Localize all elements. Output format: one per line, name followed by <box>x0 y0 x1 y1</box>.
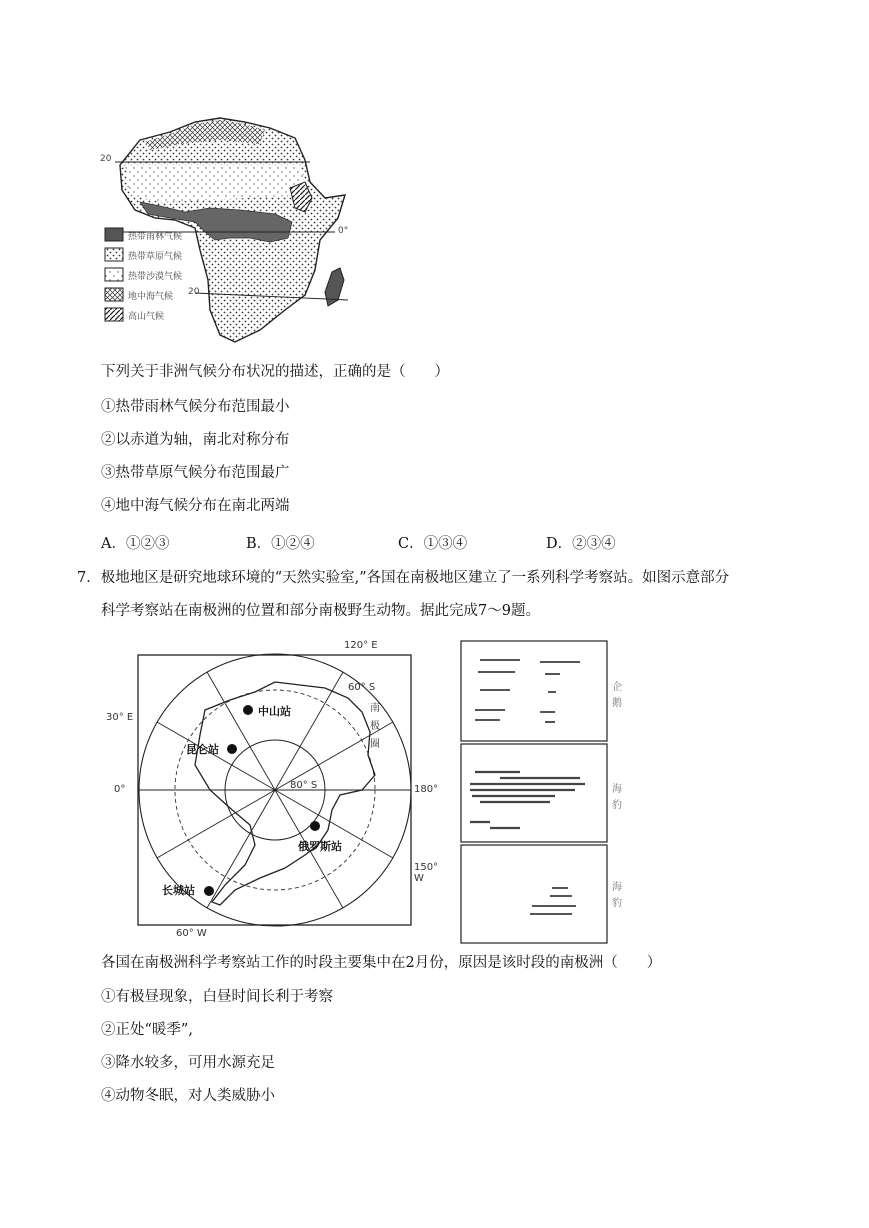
q7-item-4: ④动物冬眠，对人类威胁小 <box>101 1088 275 1104</box>
lon-label-150w: 150° W <box>414 862 439 884</box>
q6-option-a: A．①②③ <box>101 536 170 552</box>
station-russia: 俄罗斯站 <box>298 840 342 853</box>
madagascar <box>325 268 344 306</box>
africa-climate-map <box>100 110 360 350</box>
antarctic-map-figure <box>100 640 440 940</box>
lon-label-180: 180° <box>414 784 439 795</box>
lat-label-20n: 20 <box>100 154 112 164</box>
lon-label-0: 0° <box>114 784 126 795</box>
legend-desert: 热带沙漠气候 <box>128 272 183 282</box>
legend-savanna: 热带草原气候 <box>128 252 183 262</box>
station-zhongshan: 中山站 <box>258 705 291 718</box>
legend-highland: 高山气候 <box>128 312 165 322</box>
legend-rainforest: 热带雨林气候 <box>128 232 183 242</box>
q7-item-3: ③降水较多，可用水源充足 <box>101 1055 275 1071</box>
animal-label-seal: 海豹 <box>612 784 622 811</box>
q6-stem: 下列关于非洲气候分布状况的描述，正确的是（ ） <box>101 364 449 380</box>
q7-item-2: ②正处“暖季”, <box>101 1022 193 1038</box>
q6-item-1: ①热带雨林气候分布范围最小 <box>101 399 290 415</box>
animal-label-leopard-seal: 海豹 <box>612 882 622 909</box>
q7-intro-line1: 7．极地地区是研究地球环境的“天然实验室,”各国在南极地区建立了一系列科学考察站。如图示意部分 <box>77 570 730 586</box>
station-kunlun: 昆仑站 <box>186 743 219 756</box>
lat-label-equator: 0° <box>338 226 349 236</box>
q7-intro-line2: 科学考察站在南极洲的位置和部分南极野生动物。据此完成7～9题。 <box>101 603 540 619</box>
lat-label-20s: 20 <box>188 287 200 297</box>
animal-panel <box>460 640 630 945</box>
q7-stem: 各国在南极洲科学考察站工作的时段主要集中在2月份，原因是该时段的南极洲（ ） <box>101 955 662 971</box>
lon-label-120e: 120° E <box>344 640 378 651</box>
antarctic-map <box>100 640 440 940</box>
animal-label-penguin: 企鹅 <box>612 682 622 709</box>
q7-item-1: ①有极昼现象，白昼时间长利于考察 <box>101 989 333 1005</box>
lon-label-30e: 30° E <box>106 712 134 723</box>
q6-option-c: C．①③④ <box>398 536 468 552</box>
animal-photos <box>460 640 610 945</box>
q6-option-b: B．①②④ <box>246 536 315 552</box>
antarctic-circle-label: 南极圈 <box>370 703 380 750</box>
circle-label-80s: 80° S <box>290 780 318 791</box>
q6-item-3: ③热带草原气候分布范围最广 <box>101 465 290 481</box>
station-changcheng: 长城站 <box>162 884 195 897</box>
q6-option-d: D．②③④ <box>546 536 616 552</box>
circle-label-60s: 60° S <box>348 682 376 693</box>
q6-item-4: ④地中海气候分布在南北两端 <box>101 498 290 514</box>
lon-label-60w: 60° W <box>176 928 207 939</box>
q6-item-2: ②以赤道为轴，南北对称分布 <box>101 432 290 448</box>
legend-mediterranean: 地中海气候 <box>128 292 174 302</box>
